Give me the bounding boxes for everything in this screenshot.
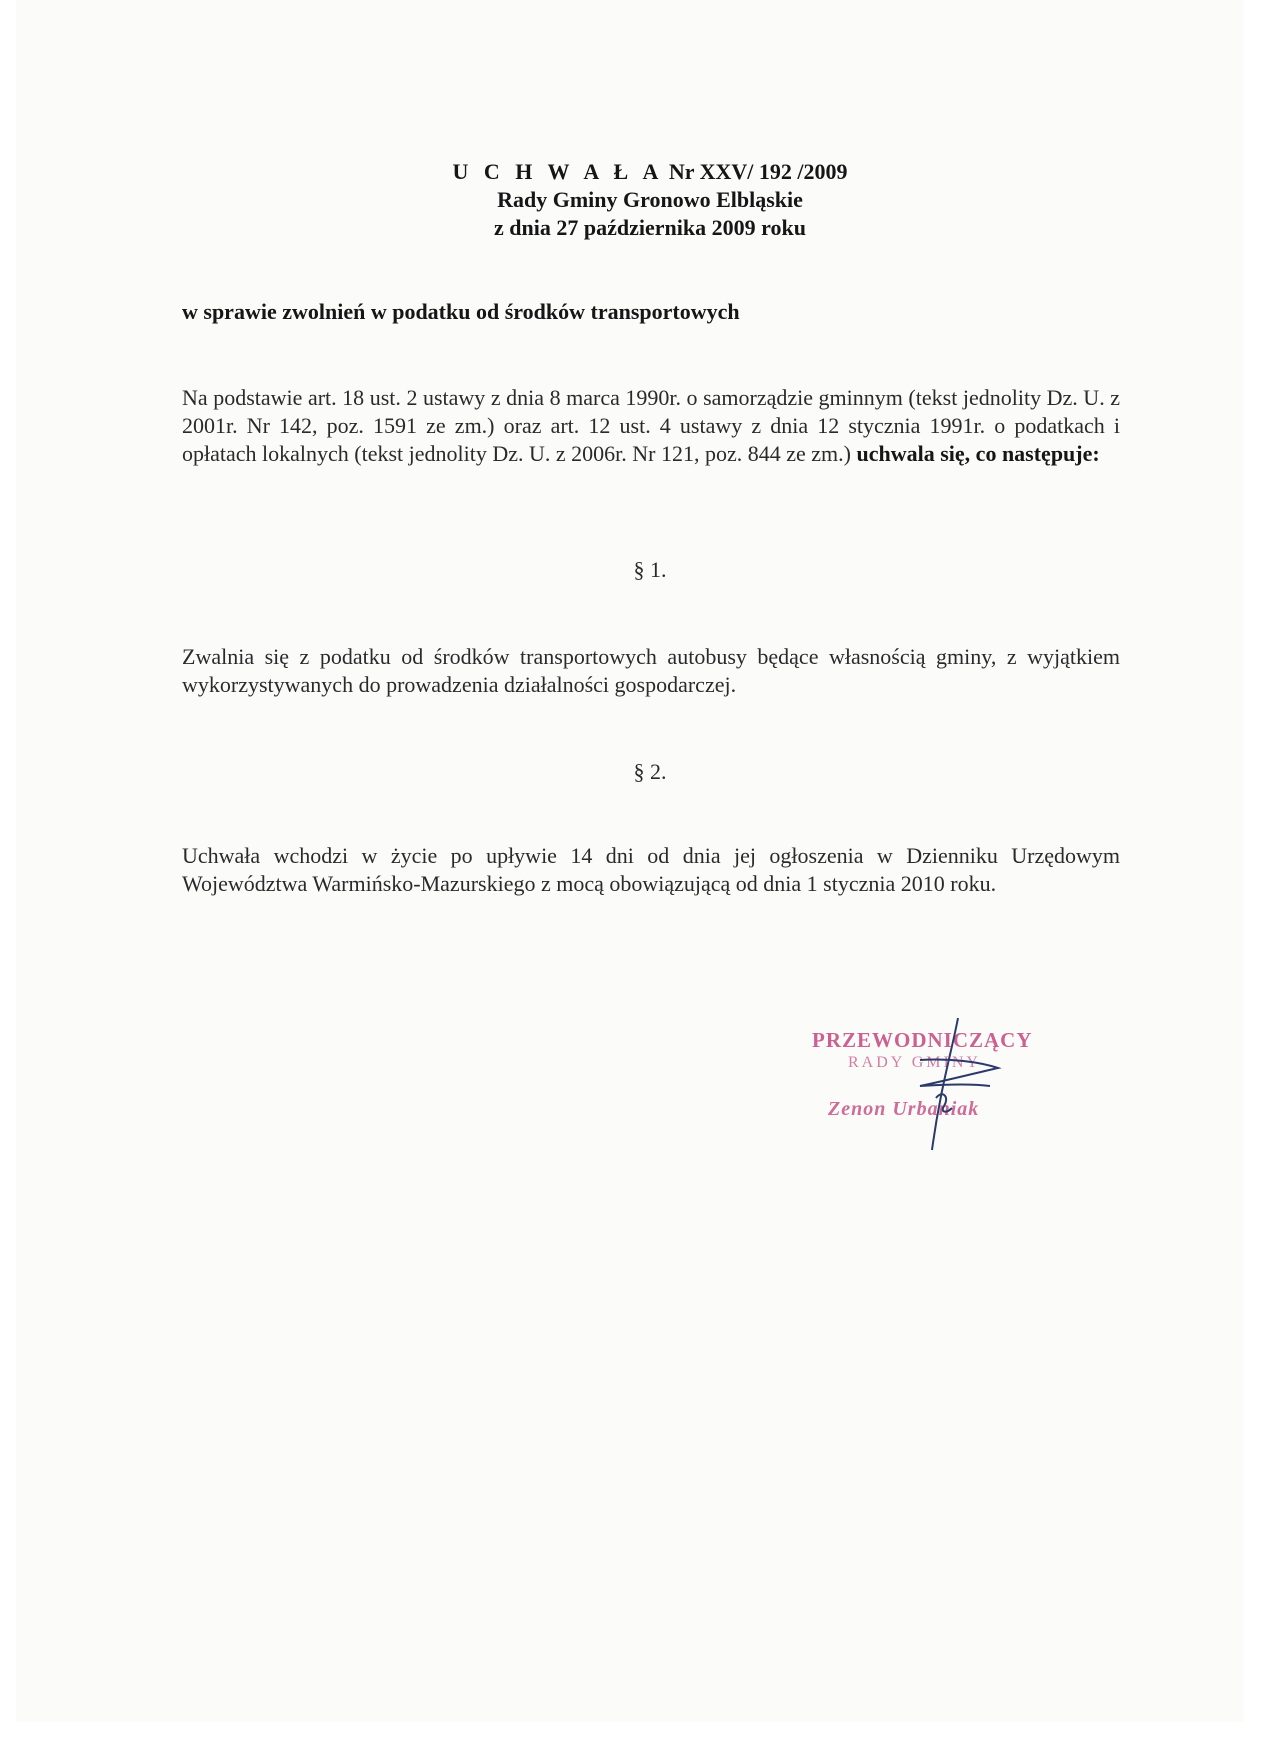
stamp-title: PRZEWODNICZĄCY (812, 1028, 1033, 1052)
title-word: U C H W A Ł A (452, 159, 664, 184)
resolves-phrase: uchwala się, co następuje: (856, 441, 1100, 466)
stamp-name: Zenon Urbaniak (828, 1098, 980, 1120)
council-name: Rady Gminy Gronowo Elbląskie (497, 187, 803, 212)
stamp-council: RADY GMINY (848, 1054, 981, 1071)
section-1-mark: § 1. (633, 557, 667, 582)
handwritten-signature (880, 1010, 1020, 1160)
section-2-text: Uchwała wchodzi w życie po upływie 14 dni od dnia jej ogłoszenia w Dzienniku Urzędowym Województwa Warmińsko-Mazurskiego z mocą obowiązującą od dnia 1 stycznia 2010 roku. (182, 843, 1120, 896)
resolution-number: Nr XXV/ 192 /2009 (668, 159, 848, 184)
section-1-text: Zwalnia się z podatku od środków transportowych autobusy będące własnością gminy, z wyjątkiem wykorzystywanych do prowadzenia działalności gospodarczej. (182, 644, 1120, 697)
resolution-subject: w sprawie zwolnień w podatku od środków transportowych (182, 299, 740, 324)
resolution-date: z dnia 27 października 2009 roku (494, 215, 806, 240)
legal-basis-paragraph (182, 384, 1120, 468)
document-header (0, 158, 1275, 242)
section-2-mark: § 2. (633, 759, 667, 784)
legal-basis-text: Na podstawie art. 18 ust. 2 ustawy z dnia 8 marca 1990r. o samorządzie gminnym (tekst jednolity Dz. U. z 2001r. Nr 142, poz. 1591 ze zm.) oraz art. 12 ust. 4 ustawy z dnia 12 stycznia 1991r. o podatkach i opłatach lokalnych (tekst jednolity Dz. U. z 2006r. Nr 121, poz. 844 ze zm.) (182, 385, 1120, 466)
resolution-title (0, 158, 1275, 186)
